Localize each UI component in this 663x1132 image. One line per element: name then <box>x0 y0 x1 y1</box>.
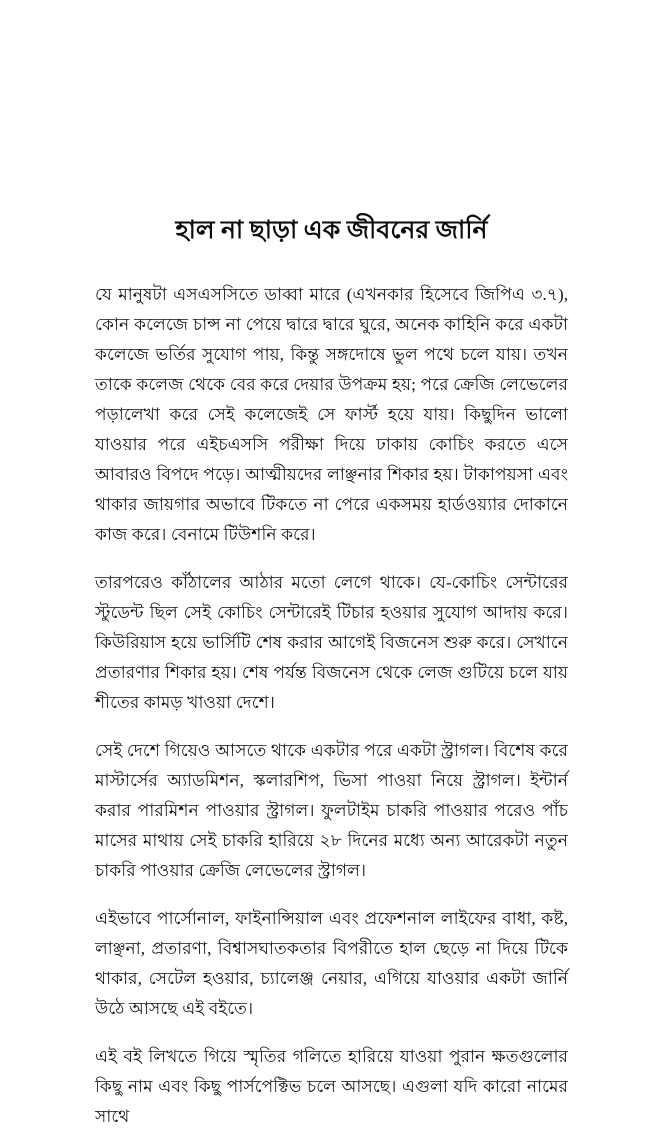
body-paragraph-5: এই বই লিখতে গিয়ে স্মৃতির গলিতে হারিয়ে যাওয়া পুরান ক্ষতগুলোর কিছু নাম এবং কিছু পার্সপেক্টিভ চলে আসছে। এগুলা যদি কারো নামের সাথে <box>95 1047 568 1127</box>
body-paragraph-1: যে মানুষটা এসএসসিতে ডাব্বা মারে (এখনকার হিসেবে জিপিএ ৩.৭), কোন কলেজে চান্স না পেয়ে দ্বারে দ্বারে ঘুরে, অনেক কাহিনি করে একটা কলেজে ভর্তির সুযোগ পায়, কিন্তু সঙ্গদোষে ভুল পথে চলে যায়। তখন তাকে কলেজ থেকে বের করে দেয়ার উপক্রম হয়; পরে ক্রেজি লেভেলের পড়ালেখা করে সেই কলেজেই সে ফার্স্ট হয়ে যায়। কিছুদিন ভালো যাওয়ার পরে এইচএসসি পরীক্ষা দিয়ে ঢাকায় কোচিং করতে এসে আবারও বিপদে পড়ে। আত্মীয়দের লাঞ্ছনার শিকার হয়। টাকাপয়সা এবং থাকার জায়গার অভাবে টিকতে না পেরে একসময় হার্ডওয়্যার দোকানে কাজ করে। বেনামে টিউশনি করে। <box>95 285 568 545</box>
text-column <box>95 215 568 1132</box>
body-paragraph-3: সেই দেশে গিয়েও আসতে থাকে একটার পরে একটা স্ট্রাগল। বিশেষ করে মাস্টার্সের অ্যাডমিশন, স্কলারশিপ, ভিসা পাওয়া নিয়ে স্ট্রাগল। ইন্টার্ন করার পারমিশন পাওয়ার স্ট্রাগল। ফুলটাইম চাকরি পাওয়ার পরেও পাঁচ মাসের মাথায় সেই চাকরি হারিয়ে ২৮ দিনের মধ্যে অন্য আরেকটা নতুন চাকরি পাওয়ার ক্রেজি লেভেলের স্ট্রাগল। <box>95 741 568 881</box>
page-title: হাল না ছাড়া এক জীবনের জার্নি <box>175 217 488 244</box>
body-paragraph-2: তারপরেও কাঁঠালের আঠার মতো লেগে থাকে। যে-কোচিং সেন্টারের স্টুডেন্ট ছিল সেই কোচিং সেন্টারেই টিচার হওয়ার সুযোগ আদায় করে। কিউরিয়াস হয়ে ভার্সিটি শেষ করার আগেই বিজনেস শুরু করে। সেখানে প্রতারণার শিকার হয়। শেষ পর্যন্ত বিজনেস থেকে লেজ গুটিয়ে চলে যায় শীতের কামড় খাওয়া দেশে। <box>95 573 568 713</box>
body-paragraph-4: এইভাবে পার্সোনাল, ফাইনান্সিয়াল এবং প্রফেশনাল লাইফের বাধা, কষ্ট, লাঞ্ছনা, প্রতারণা, বিশ্বাসঘাতকতার বিপরীতে হাল ছেড়ে না দিয়ে টিকে থাকার, সেটেল হওয়ার, চ্যালেঞ্জ নেয়ার, এগিয়ে যাওয়ার একটা জার্নি উঠে আসছে এই বইতে। <box>95 909 568 1019</box>
